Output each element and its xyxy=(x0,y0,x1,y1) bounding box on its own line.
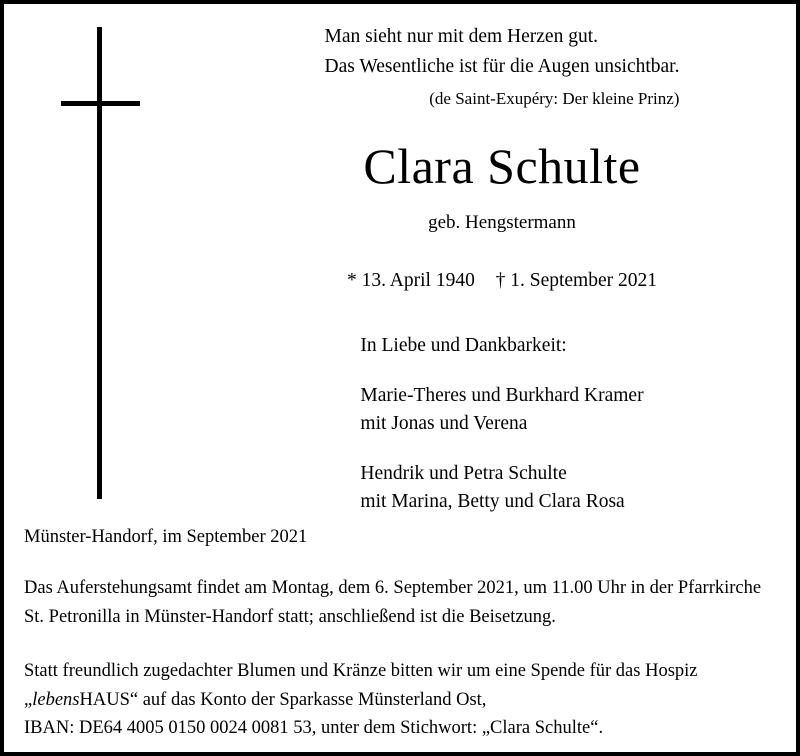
donation-iban-line: IBAN: DE64 4005 0150 0024 0081 53, unter dem Stichwort: „Clara Schulte“. xyxy=(24,718,604,738)
mourner-line: mit Jonas und Verena xyxy=(360,413,528,434)
cross-horizontal-bar xyxy=(61,101,140,106)
mourner-line: Marie-Theres und Burkhard Kramer xyxy=(360,385,644,406)
epigraph-line-2: Das Wesentliche ist für die Augen unsichtbar. xyxy=(324,56,680,77)
cross-vertical-stem xyxy=(97,27,102,499)
epigraph-line-1: Man sieht nur mit dem Herzen gut. xyxy=(324,26,598,47)
place-and-date: Münster-Handorf, im September 2021 xyxy=(24,527,308,547)
epigraph-block xyxy=(325,22,680,114)
service-information: Das Auferstehungsamt findet am Montag, dem 6. September 2021, um 11.00 Uhr in der Pfarrkirche St. Petronilla in Münster-Handorf statt; anschließend ist die Beisetzung. xyxy=(24,578,762,627)
notice-header-panel xyxy=(204,4,800,516)
notice-footer-panel xyxy=(4,524,800,743)
maiden-name: geb. Hengstermann xyxy=(428,212,576,233)
hospice-brand-rest: HAUS“ xyxy=(79,689,139,710)
latin-cross-icon xyxy=(4,4,204,524)
mourner-group xyxy=(360,460,643,516)
birth-date: * 13. April 1940 xyxy=(347,270,475,291)
mourner-line: mit Marina, Betty und Clara Rosa xyxy=(360,491,625,512)
donation-quote-open: „ xyxy=(24,689,33,710)
deceased-name: Clara Schulte xyxy=(363,138,641,194)
donation-text-lead: Statt freundlich zugedachter Blumen und Kränze bitten wir um eine Spende für das Hospiz xyxy=(24,661,698,681)
mourner-group xyxy=(360,382,643,438)
mourners-block xyxy=(360,332,643,516)
donation-information xyxy=(24,657,784,743)
death-date: † 1. September 2021 xyxy=(495,270,657,291)
epigraph-attribution: (de Saint-Exupéry: Der kleine Prinz) xyxy=(429,89,680,108)
hospice-brand-italic: lebens xyxy=(32,689,80,710)
donation-text-tail: auf das Konto der Sparkasse Münsterland Ost, xyxy=(138,689,487,710)
mourners-intro: In Liebe und Dankbarkeit: xyxy=(360,335,567,356)
mourner-line: Hendrik und Petra Schulte xyxy=(360,463,567,484)
life-dates xyxy=(204,268,800,294)
